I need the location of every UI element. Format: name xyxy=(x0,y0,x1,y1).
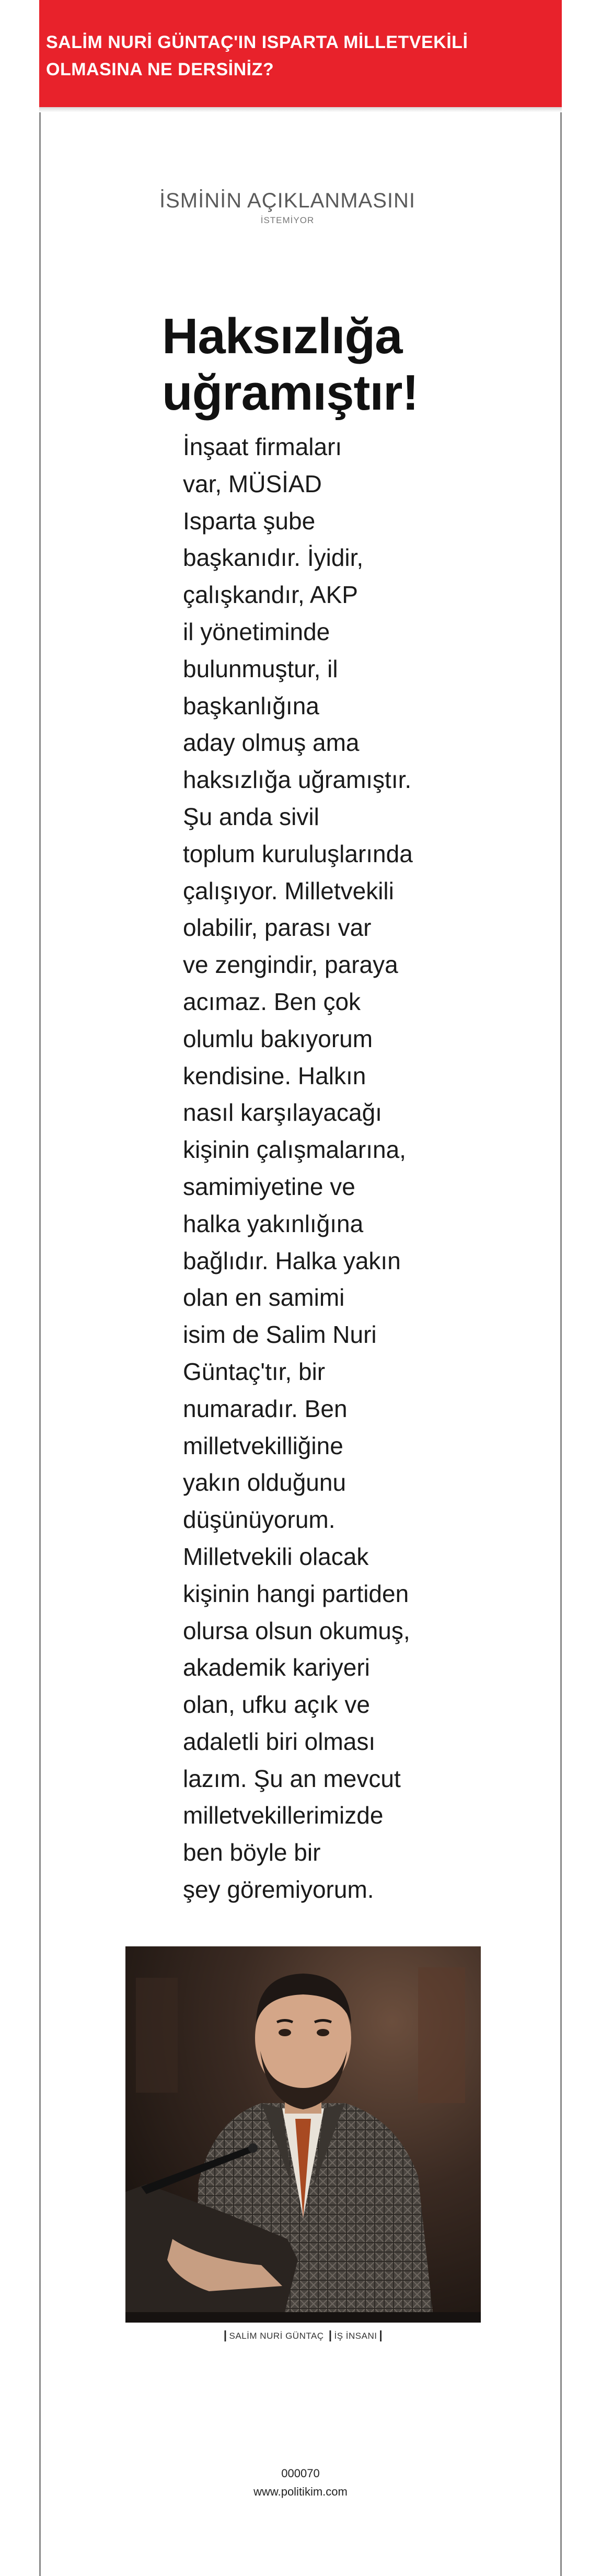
body-line: şey göremiyorum. xyxy=(183,1876,374,1904)
body-line: olumlu bakıyorum xyxy=(183,1025,373,1052)
body-line: akademik kariyeri xyxy=(183,1654,370,1681)
respondent-name: İSMİNİN AÇIKLANMASINI xyxy=(159,189,415,212)
body-line: nasıl karşılayacağı xyxy=(183,1099,382,1127)
headline xyxy=(162,308,476,421)
body-line: başkanlığına xyxy=(183,692,319,720)
body-line: toplum kuruluşlarında xyxy=(183,840,413,867)
body-line: haksızlığa uğramıştır. xyxy=(183,766,412,794)
body-line: isim de Salim Nuri xyxy=(183,1321,377,1349)
survey-question-line1: SALİM NURİ GÜNTAÇ'IN ISPARTA MİLLETVEKİLİ xyxy=(46,32,468,52)
body-line: aday olmuş ama xyxy=(183,729,360,757)
body-line: ben böyle bir xyxy=(183,1839,321,1866)
body-line: yakın olduğunu xyxy=(183,1469,346,1496)
body-line: Şu anda sivil xyxy=(183,803,319,830)
survey-question xyxy=(46,29,506,83)
caption-role: İŞ İNSANI xyxy=(334,2331,377,2341)
body-line: bulunmuştur, il xyxy=(183,655,338,682)
body-line: halka yakınlığına xyxy=(183,1210,364,1237)
caption-separator: | xyxy=(223,2328,227,2341)
body-line: adaletli biri olması xyxy=(183,1727,376,1755)
body-line: milletvekillerimizde xyxy=(183,1802,384,1829)
body-line: İnşaat firmaları xyxy=(183,433,342,460)
body-line: lazım. Şu an mevcut xyxy=(183,1765,401,1792)
body-line: acımaz. Ben çok xyxy=(183,988,361,1015)
caption-name: SALİM NURİ GÜNTAÇ xyxy=(229,2331,324,2341)
body-line: çalışkandır, AKP xyxy=(183,581,358,609)
header-shadow xyxy=(39,107,562,112)
respondent-role: İSTEMİYOR xyxy=(260,215,315,225)
portrait-photo xyxy=(125,1946,481,2323)
body-line: çalışıyor. Milletvekili xyxy=(183,877,394,904)
body-line: Isparta şube xyxy=(183,507,316,535)
body-line: olan, ufku açık ve xyxy=(183,1691,370,1719)
body-line: kişinin hangi partiden xyxy=(183,1580,409,1607)
body-line: olan en samimi xyxy=(183,1284,345,1312)
body-line: kendisine. Halkın xyxy=(183,1062,366,1089)
body-line: var, MÜSİAD xyxy=(183,470,322,497)
website-link[interactable]: www.politikim.com xyxy=(253,2485,348,2498)
article-body xyxy=(183,428,444,1908)
body-line: düşünüyorum. xyxy=(183,1506,336,1534)
survey-question-line2: OLMASINA NE DERSİNİZ? xyxy=(46,60,274,79)
body-line: milletvekilliğine xyxy=(183,1432,343,1459)
body-line: kişinin çalışmalarına, xyxy=(183,1136,406,1164)
page-number: 000070 xyxy=(281,2467,320,2480)
body-line: ve zengindir, paraya xyxy=(183,951,398,979)
photo-caption xyxy=(125,2329,481,2342)
body-line: samimiyetine ve xyxy=(183,1173,355,1200)
body-line: Güntaç'tır, bir xyxy=(183,1357,326,1385)
body-line: il yönetiminde xyxy=(183,618,330,645)
body-line: olabilir, parası var xyxy=(183,914,372,942)
headline-line1: Haksızlığa xyxy=(162,308,402,364)
body-line: başkanıdır. İyidir, xyxy=(183,544,364,572)
body-line: bağlıdır. Halka yakın xyxy=(183,1247,401,1274)
body-line: Milletvekili olacak xyxy=(183,1542,369,1570)
body-line: olursa olsun okumuş, xyxy=(183,1617,410,1644)
body-line: numaradır. Ben xyxy=(183,1395,348,1422)
caption-separator: | xyxy=(379,2328,383,2341)
headline-line2: uğramıştır! xyxy=(162,365,419,421)
caption-separator: | xyxy=(328,2328,332,2341)
